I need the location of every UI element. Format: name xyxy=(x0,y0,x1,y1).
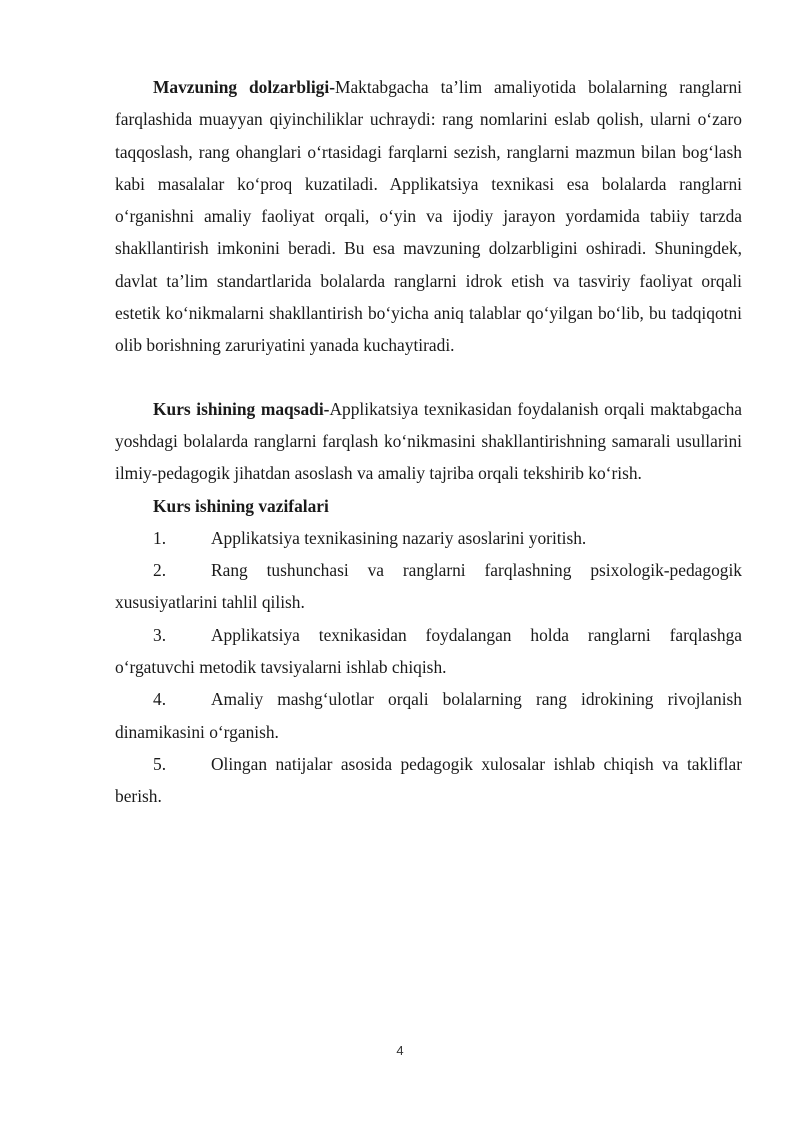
goal-lead: Kurs ishining maqsadi- xyxy=(153,398,330,419)
list-item-text: Applikatsiya texnikasidan foydalangan holda ranglarni farqlashga o‘rgatuvchi metodik tavsiyalarni ishlab chiqish. xyxy=(115,624,742,678)
list-item xyxy=(115,619,742,684)
list-item-text: Rang tushunchasi va ranglarni farqlashning psixologik-pedagogik xususiyatlarini tahlil qilish. xyxy=(115,560,742,613)
list-item-number: 5. xyxy=(153,753,167,774)
goal-text: Applikatsiya texnikasidan foydalanish orqali maktabgacha yoshdagi bolalarda ranglarni farqlash ko‘nikmasini shakllantirishning samarali usullarini ilmiy-pedagogik jihatdan asoslash va amaliy tajriba orqali tekshirib ko‘rish. xyxy=(115,398,743,484)
list-item-number: 2. xyxy=(153,560,167,581)
relevance-text: Maktabgacha ta’lim amaliyotida bolalarning ranglarni farqlashida muayyan qiyinchiliklar uchraydi: rang nomlarini eslab qolish, ularni o‘zaro taqqoslash, rang ohanglari o‘rtasidagi farqlarni sezish, ranglarni mazmun bilan bog‘lash kabi masalalar ko‘proq kuzatiladi. Applikatsiya texnikasi esa bolalarda ranglarni o‘rganishni amaliy faoliyat orqali, o‘yin va ijodiy jarayon yordamida tabiiy tarzda shakllantirish imkonini beradi. Bu esa mavzuning dolzarbligini oshiradi. Shuningdek, davlat ta’lim standartlarida bolalarda ranglarni idrok etish va tasviriy faoliyat orqali estetik ko‘nikmalarni shakllantirish bo‘yicha aniq talablar qo‘yilgan bo‘lib, bu tadqiqotni olib borishning zaruriyatini yanada kuchaytiradi. xyxy=(115,77,742,356)
list-item-text: Applikatsiya texnikasining nazariy asoslarini yoritish. xyxy=(211,527,587,548)
list-item xyxy=(115,683,742,748)
relevance-lead: Mavzuning dolzarbligi- xyxy=(153,77,335,97)
tasks-list xyxy=(115,522,742,813)
list-item-text: Olingan natijalar asosida pedagogik xulosalar ishlab chiqish va takliflar berish. xyxy=(115,753,742,807)
list-item-number: 1. xyxy=(153,527,167,548)
tasks-heading: Kurs ishining vazifalari xyxy=(153,495,329,516)
goal-paragraph xyxy=(115,393,742,490)
document-page xyxy=(115,71,742,813)
list-item xyxy=(115,748,742,813)
list-item-text: Amaliy mashg‘ulotlar orqali bolalarning rang idrokining rivojlanish dinamikasini o‘rganish. xyxy=(115,689,742,742)
list-item xyxy=(115,522,742,554)
paragraph-spacer xyxy=(115,362,742,393)
relevance-paragraph xyxy=(115,71,742,362)
page-number: 4 xyxy=(396,1043,404,1058)
list-item-number: 3. xyxy=(153,624,167,645)
list-item-number: 4. xyxy=(153,689,167,710)
list-item xyxy=(115,554,742,619)
